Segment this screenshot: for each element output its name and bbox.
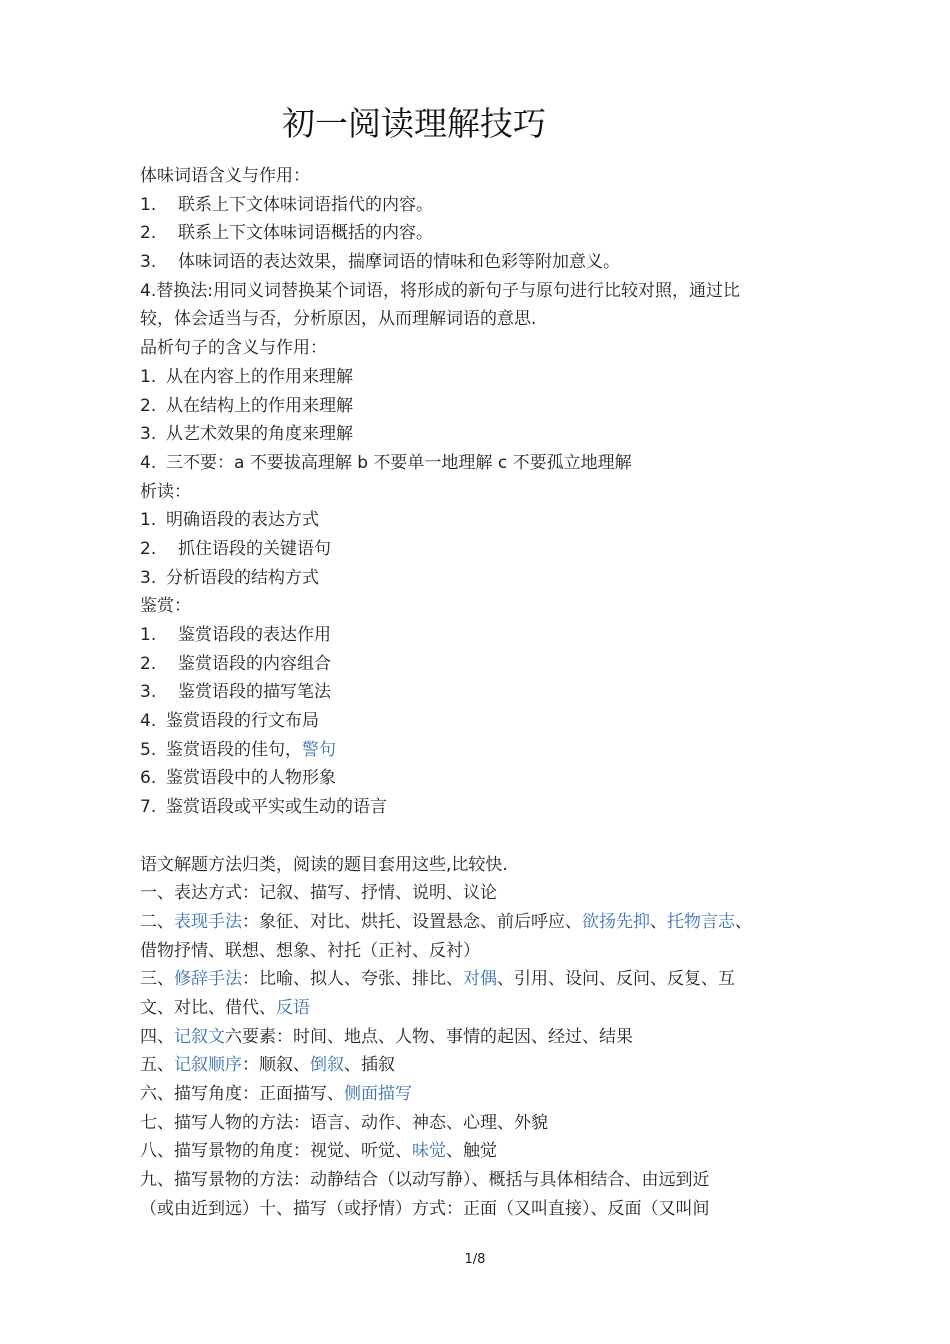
link-biaoxian-shoufa[interactable]: 表现手法	[174, 911, 242, 932]
section-heading: 鉴赏：	[140, 596, 191, 617]
link-duiou[interactable]: 对偶	[463, 969, 497, 990]
section-heading: 体味词语含义与作用：	[140, 166, 310, 186]
list-item: 2. 抓住语段的关键语句	[140, 538, 331, 559]
method-line: 一、表达方式：记叙、描写、抒情、说明、议论	[140, 883, 497, 904]
list-item: 4. 三不要：a 不要拔高理解 b 不要单一地理解 c 不要孤立地理解	[140, 452, 632, 473]
list-item: 2. 从在结构上的作用来理解	[140, 395, 353, 416]
link-weijue[interactable]: 味觉	[412, 1141, 446, 1162]
method-line: 五、记叙顺序：顺叙、倒叙、插叙	[140, 1055, 395, 1076]
section-heading: 品析句子的含义与作用：	[140, 338, 327, 359]
list-item: 2. 鉴赏语段的内容组合	[140, 653, 331, 674]
link-tuowu-yanzhi[interactable]: 托物言志	[667, 911, 735, 932]
list-item: 3. 鉴赏语段的描写笔法	[140, 682, 331, 703]
link-cemian-miaoxie[interactable]: 侧面描写	[344, 1084, 412, 1104]
list-item: 3. 从艺术效果的角度来理解	[140, 424, 353, 445]
section-heading: 析读：	[140, 481, 191, 502]
list-item: 7. 鉴赏语段或平实或生动的语言	[140, 797, 387, 818]
method-line: 四、记叙文六要素：时间、地点、人物、事情的起因、经过、结果	[140, 1026, 633, 1047]
method-line: 七、描写人物的方法：语言、动作、神态、心理、外貌	[140, 1112, 548, 1133]
method-line: 三、修辞手法：比喻、拟人、夸张、排比、对偶、引用、设问、反问、反复、互	[140, 969, 735, 990]
method-line: 借物抒情、联想、想象、衬托（正衬、反衬）	[140, 940, 480, 961]
list-item: 2. 联系上下文体味词语概括的内容。	[140, 223, 433, 244]
page-number: 1/8	[464, 1252, 486, 1267]
link-jixuwen[interactable]: 记叙文	[174, 1026, 225, 1047]
link-xiuci-shoufa[interactable]: 修辞手法	[174, 969, 242, 990]
method-line: 二、表现手法：象征、对比、烘托、设置悬念、前后呼应、欲扬先抑、托物言志、	[140, 911, 752, 932]
list-item: 3. 体味词语的表达效果，揣摩词语的情味和色彩等附加意义。	[140, 252, 620, 273]
document-body	[140, 162, 830, 1223]
list-item: 1. 鉴赏语段的表达作用	[140, 625, 331, 645]
link-jingju[interactable]: 警句	[302, 739, 336, 760]
list-item: 3. 分析语段的结构方式	[140, 567, 319, 588]
method-line: 九、描写景物的方法：动静结合（以动写静）、概括与具体相结合、由远到近	[140, 1170, 710, 1191]
blank-line	[140, 822, 830, 851]
method-line: 文、对比、借代、反语	[140, 997, 310, 1018]
list-item: 6. 鉴赏语段中的人物形象	[140, 768, 336, 789]
link-fanyu[interactable]: 反语	[276, 997, 310, 1018]
document-title: 初一阅读理解技巧	[282, 104, 546, 143]
list-item: 1. 从在内容上的作用来理解	[140, 366, 353, 387]
link-jixu-shunxu[interactable]: 记叙顺序	[174, 1055, 242, 1076]
list-item: 4. 鉴赏语段的行文布局	[140, 711, 319, 732]
method-line: 八、描写景物的角度：视觉、听觉、味觉、触觉	[140, 1141, 497, 1162]
list-item: 5. 鉴赏语段的佳句，警句	[140, 739, 336, 760]
section-intro: 语文解题方法归类，阅读的题目套用这些,比较快.	[140, 854, 508, 875]
list-item: 1. 联系上下文体味词语指代的内容。	[140, 194, 433, 215]
list-item-continued: 较，体会适当与否，分析原因，从而理解词语的意思.	[140, 309, 537, 330]
method-line: 六、描写角度：正面描写、侧面描写	[140, 1084, 412, 1104]
method-line: （或由近到远）十、描写（或抒情）方式：正面（又叫直接）、反面（又叫间	[140, 1198, 710, 1219]
list-item: 4.替换法:用同义词替换某个词语，将形成的新句子与原句进行比较对照，通过比	[140, 280, 740, 301]
link-daoxu[interactable]: 倒叙	[310, 1055, 344, 1076]
link-yuyang-xianyi[interactable]: 欲扬先抑	[582, 911, 650, 932]
list-item: 1. 明确语段的表达方式	[140, 510, 319, 531]
